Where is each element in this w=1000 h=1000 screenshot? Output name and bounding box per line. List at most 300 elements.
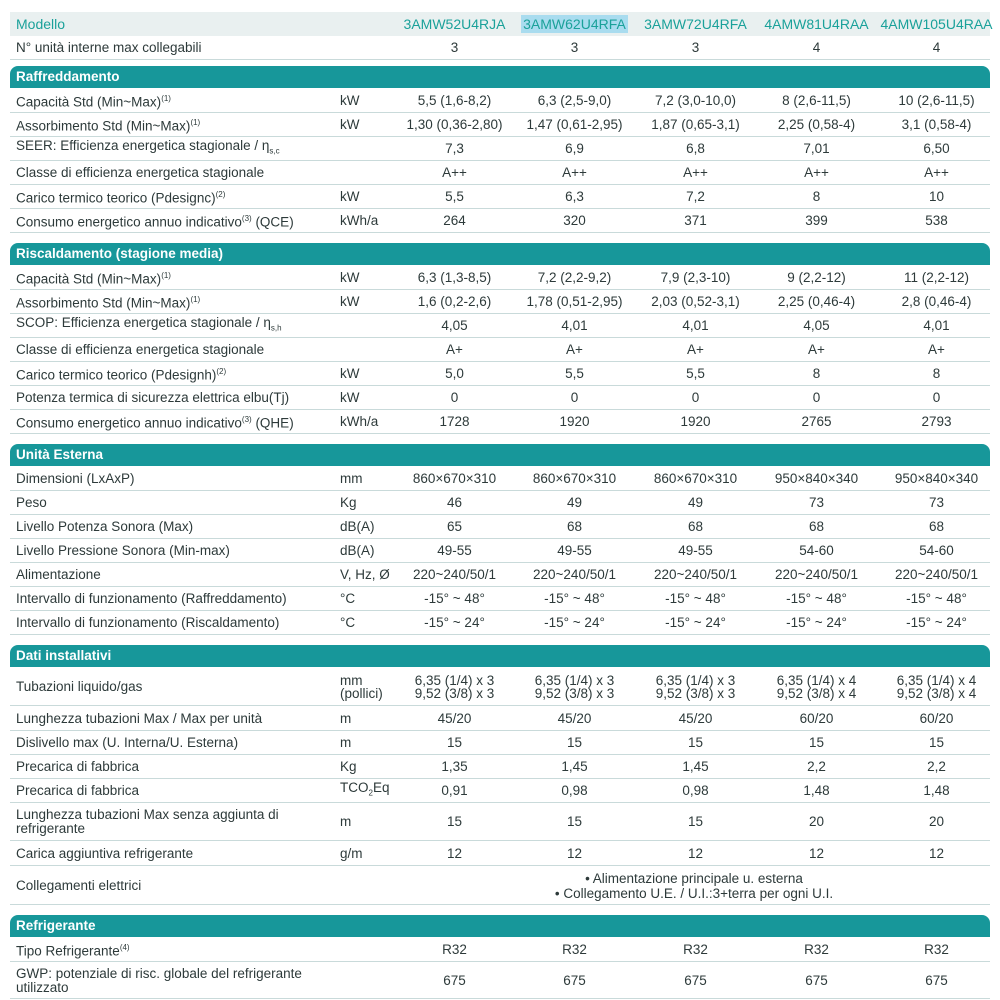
cell-value: 49 bbox=[687, 495, 704, 510]
row-label-text: Classe di efficienza energetica stagionale bbox=[16, 341, 265, 357]
cell-value: 3 bbox=[450, 40, 459, 55]
cell-value: 0 bbox=[812, 390, 821, 405]
selected-model[interactable]: 3AMW62U4RFA bbox=[523, 15, 626, 32]
unit-text: m bbox=[340, 735, 352, 750]
row-label bbox=[16, 520, 346, 534]
row-label-text: Capacità Std (Min~Max) bbox=[16, 271, 162, 287]
unit-text: V, Hz, Ø bbox=[340, 567, 390, 582]
row-label bbox=[16, 847, 346, 861]
cell-value: -15° ~ 24° bbox=[544, 615, 605, 630]
row-label-text: Livello Potenza Sonora (Max) bbox=[16, 518, 194, 534]
unit-text: Kg bbox=[340, 495, 357, 510]
section-title: Refrigerante bbox=[16, 918, 96, 933]
cell-value: 860×670×310 bbox=[532, 471, 617, 486]
unit-text: dB(A) bbox=[340, 543, 375, 558]
section-title: Dati installativi bbox=[16, 648, 112, 663]
table-row bbox=[10, 161, 990, 185]
cell-value: 6,8 bbox=[686, 141, 705, 156]
cell-value: 2,2 bbox=[927, 759, 946, 774]
unit-text: Kg bbox=[340, 759, 357, 774]
unit-text: m bbox=[340, 711, 352, 726]
cell-value: 20 bbox=[928, 814, 945, 829]
unit-text: m bbox=[340, 814, 352, 829]
row-label bbox=[16, 139, 346, 159]
cell-value: 6,9 bbox=[565, 141, 584, 156]
row-label-text: Consumo energetico annuo indicativo bbox=[16, 214, 242, 230]
unit-text: kW bbox=[340, 390, 360, 405]
table-row bbox=[10, 386, 990, 410]
cell-value: 1,45 bbox=[561, 759, 588, 774]
cell-value: 950×840×340 bbox=[774, 471, 859, 486]
cell-value: 7,3 bbox=[445, 141, 464, 156]
row-label-text: Dimensioni (LxAxP) bbox=[16, 470, 135, 486]
row-label bbox=[16, 391, 346, 405]
row-label-text: Carica aggiuntiva refrigerante bbox=[16, 845, 194, 861]
footnote-ref: (3) bbox=[241, 414, 252, 424]
footnote-ref: (1) bbox=[161, 93, 171, 103]
row-label bbox=[16, 496, 346, 510]
cell-value: R32 bbox=[562, 942, 587, 957]
table-row bbox=[10, 290, 990, 314]
model-name: 4AMW105U4RAA bbox=[880, 15, 993, 32]
table-row bbox=[10, 467, 990, 491]
table-row bbox=[10, 89, 990, 113]
row-label-text: SCOP: Efficienza energetica stagionale / η bbox=[16, 314, 271, 330]
cell-value: 65 bbox=[446, 519, 463, 534]
unit-text: °C bbox=[340, 615, 356, 630]
row-label bbox=[16, 616, 346, 630]
cell-value: 4 bbox=[932, 40, 941, 55]
gas-pipe: 9,52 (3/8) x 3 bbox=[414, 685, 495, 701]
cell-value: R32 bbox=[804, 942, 829, 957]
cell-value: A+ bbox=[928, 342, 945, 357]
cell-value: -15° ~ 24° bbox=[424, 615, 485, 630]
electrical-notes bbox=[394, 871, 994, 901]
cell-value: -15° ~ 24° bbox=[665, 615, 726, 630]
cell-value: 264 bbox=[443, 213, 466, 228]
cell-value: 1,6 (0,2-2,6) bbox=[417, 294, 492, 309]
row-label bbox=[16, 544, 346, 558]
row-label bbox=[16, 967, 346, 995]
efficiency-subscript: s,h bbox=[270, 323, 282, 333]
row-label-text: GWP: potenziale di risc. globale del refrigerante utilizzato bbox=[16, 965, 302, 995]
cell-value: 2,25 (0,46-4) bbox=[777, 294, 856, 309]
row-label-text: SEER: Efficienza energetica stagionale / η bbox=[16, 137, 270, 153]
row-label bbox=[16, 472, 346, 486]
model-header-row bbox=[10, 12, 993, 36]
table-row bbox=[10, 707, 990, 731]
cell-value bbox=[514, 674, 635, 700]
cell-value: 45/20 bbox=[437, 711, 472, 726]
cell-value: A+ bbox=[687, 342, 704, 357]
footnote-ref: (2) bbox=[215, 189, 226, 199]
row-label bbox=[16, 116, 346, 134]
model-name: 3AMW52U4RJA bbox=[403, 15, 506, 32]
cell-value: 8 bbox=[812, 366, 821, 381]
table-row bbox=[10, 137, 990, 161]
unit-text: °C bbox=[340, 591, 356, 606]
row-label: Collegamenti elettrici bbox=[16, 877, 142, 893]
cell-value: 1,47 (0,61-2,95) bbox=[526, 117, 623, 132]
cell-value: 46 bbox=[446, 495, 463, 510]
cell-value bbox=[635, 674, 756, 700]
section-title: Riscaldamento (stagione media) bbox=[16, 246, 224, 261]
table-row bbox=[10, 755, 990, 779]
cell-value: 220~240/50/1 bbox=[413, 567, 496, 582]
cell-value: 2765 bbox=[801, 414, 832, 429]
row-label bbox=[16, 760, 346, 774]
cell-value: 7,01 bbox=[803, 141, 830, 156]
cell-value: 2,03 (0,52-3,1) bbox=[651, 294, 740, 309]
row-label-text: Intervallo di funzionamento (Riscaldamento) bbox=[16, 614, 280, 630]
row-label-text: Lunghezza tubazioni Max senza aggiunta di refrigerante bbox=[16, 806, 279, 836]
cell-value bbox=[756, 674, 877, 700]
row-label bbox=[16, 736, 346, 750]
row-label-text: Assorbimento Std (Min~Max) bbox=[16, 295, 191, 311]
cell-value: 220~240/50/1 bbox=[533, 567, 616, 582]
cell-value: 15 bbox=[687, 814, 704, 829]
cell-value: 11 (2,2-12) bbox=[903, 270, 970, 285]
cell-value: 2,25 (0,58-4) bbox=[777, 117, 856, 132]
cell-value: 12 bbox=[808, 846, 825, 861]
unit-line: (pollici) bbox=[340, 685, 383, 701]
cell-value: 9 (2,2-12) bbox=[787, 270, 846, 285]
unit-line: mm bbox=[340, 672, 363, 688]
cell-value: 1,87 (0,65-3,1) bbox=[651, 117, 740, 132]
model-name: 3AMW72U4RFA bbox=[644, 15, 747, 32]
unit-text: kWh/a bbox=[340, 414, 379, 429]
cell-value: 7,2 bbox=[686, 189, 705, 204]
cell-value: 15 bbox=[446, 735, 463, 750]
cell-value: 950×840×340 bbox=[894, 471, 979, 486]
row-label bbox=[16, 941, 346, 959]
electrical-note: • Alimentazione principale u. esterna bbox=[585, 870, 803, 886]
section-title: Unità Esterna bbox=[16, 447, 104, 462]
cell-value: 4,05 bbox=[803, 318, 830, 333]
footnote-ref: (2) bbox=[216, 366, 227, 376]
row-label-text: Lunghezza tubazioni Max / Max per unità bbox=[16, 710, 263, 726]
cell-value: 675 bbox=[443, 973, 466, 988]
cell-value: 1,78 (0,51-2,95) bbox=[526, 294, 623, 309]
row-label-suffix: (QCE) bbox=[251, 214, 294, 230]
section-header bbox=[10, 243, 990, 265]
row-label bbox=[16, 293, 346, 311]
efficiency-subscript: s,c bbox=[269, 146, 280, 156]
cell-value: 4,05 bbox=[441, 318, 468, 333]
cell-value: 5,5 bbox=[686, 366, 705, 381]
cell-value: 675 bbox=[805, 973, 828, 988]
cell-value: 371 bbox=[684, 213, 707, 228]
cell-value: 4 bbox=[812, 40, 821, 55]
model-label: Modello bbox=[16, 16, 66, 32]
cell-value: 15 bbox=[928, 735, 945, 750]
cell-value: 3 bbox=[570, 40, 579, 55]
unit-text: kW bbox=[340, 270, 360, 285]
cell-value: 220~240/50/1 bbox=[895, 567, 978, 582]
table-row bbox=[10, 209, 990, 233]
cell-value: 8 bbox=[812, 189, 821, 204]
cell-value: A+ bbox=[446, 342, 463, 357]
cell-value: -15° ~ 48° bbox=[665, 591, 726, 606]
table-row bbox=[10, 185, 990, 209]
row-label bbox=[16, 188, 346, 206]
footnote-ref: (1) bbox=[190, 117, 201, 127]
cell-value: 45/20 bbox=[678, 711, 713, 726]
cell-value: 220~240/50/1 bbox=[654, 567, 737, 582]
table-row bbox=[10, 491, 990, 515]
row-label-text: Capacità Std (Min~Max) bbox=[16, 94, 162, 110]
cell-value: 73 bbox=[928, 495, 945, 510]
cell-value: 20 bbox=[808, 814, 825, 829]
cell-value: 8 (2,6-11,5) bbox=[782, 93, 851, 108]
cell-value: 15 bbox=[566, 735, 583, 750]
liquid-pipe: 6,35 (1/4) x 3 bbox=[534, 672, 615, 688]
cell-value: 60/20 bbox=[919, 711, 954, 726]
liquid-pipe: 6,35 (1/4) x 3 bbox=[414, 672, 495, 688]
cell-value: 675 bbox=[563, 973, 586, 988]
cell-value: 538 bbox=[925, 213, 948, 228]
cell-value: -15° ~ 24° bbox=[786, 615, 847, 630]
cell-value: 0,91 bbox=[441, 783, 468, 798]
cell-value: 399 bbox=[805, 213, 828, 228]
row-label bbox=[16, 712, 346, 726]
cell-value: 320 bbox=[563, 213, 586, 228]
row-label bbox=[16, 808, 346, 836]
table-row bbox=[10, 338, 990, 362]
cell-value: 49-55 bbox=[557, 543, 592, 558]
table-row bbox=[10, 362, 990, 386]
cell-value: 15 bbox=[808, 735, 825, 750]
unit-text: mm bbox=[340, 471, 363, 486]
gas-pipe: 9,52 (3/8) x 4 bbox=[776, 685, 857, 701]
cell-value: 3,1 (0,58-4) bbox=[901, 117, 972, 132]
row-label: Tubazioni liquido/gas bbox=[16, 678, 143, 694]
row-label-text: Livello Pressione Sonora (Min-max) bbox=[16, 542, 230, 558]
cell-value: 1920 bbox=[680, 414, 711, 429]
cell-value: 68 bbox=[687, 519, 704, 534]
cell-value bbox=[394, 674, 515, 700]
model-name: 4AMW81U4RAA bbox=[764, 15, 869, 32]
unit-text: kW bbox=[340, 366, 360, 381]
unit-text: kW bbox=[340, 93, 360, 108]
cell-value: 1,48 bbox=[803, 783, 830, 798]
cell-value: 7,2 (2,2-9,2) bbox=[537, 270, 612, 285]
cell-value: -15° ~ 24° bbox=[906, 615, 967, 630]
cell-value: 1920 bbox=[559, 414, 590, 429]
table-row bbox=[10, 515, 990, 539]
row-label bbox=[16, 343, 346, 357]
cell-value: 6,3 bbox=[565, 189, 584, 204]
row-label bbox=[16, 784, 346, 798]
cell-value: 5,5 bbox=[565, 366, 584, 381]
row-label bbox=[16, 269, 346, 287]
row-label bbox=[16, 568, 346, 582]
table-row bbox=[10, 731, 990, 755]
table-row bbox=[10, 587, 990, 611]
cell-value: 10 (2,6-11,5) bbox=[898, 93, 975, 108]
row-label-text: Precarica di fabbrica bbox=[16, 758, 140, 774]
cell-value: A++ bbox=[562, 165, 587, 180]
cell-value: 2,2 bbox=[807, 759, 826, 774]
cell-value: 68 bbox=[808, 519, 825, 534]
unit-text: kWh/a bbox=[340, 213, 379, 228]
liquid-pipe: 6,35 (1/4) x 4 bbox=[896, 672, 977, 688]
table-row bbox=[10, 779, 990, 803]
section-header bbox=[10, 645, 990, 667]
section-title: Raffreddamento bbox=[16, 69, 120, 84]
row-label-text: Classe di efficienza energetica stagionale bbox=[16, 164, 265, 180]
row-label-text: Tipo Refrigerante bbox=[16, 943, 120, 959]
row-label-text: Assorbimento Std (Min~Max) bbox=[16, 118, 191, 134]
table-row bbox=[10, 611, 990, 635]
cell-value: 0 bbox=[450, 390, 459, 405]
cell-value: A++ bbox=[442, 165, 467, 180]
section-header bbox=[10, 444, 990, 466]
cell-value: 54-60 bbox=[919, 543, 954, 558]
cell-value: A++ bbox=[804, 165, 829, 180]
cell-value: 5,0 bbox=[445, 366, 464, 381]
cell-value: 0 bbox=[570, 390, 579, 405]
row-label bbox=[16, 166, 346, 180]
cell-value: 1,30 (0,36-2,80) bbox=[406, 117, 503, 132]
cell-value: 5,5 (1,6-8,2) bbox=[417, 93, 492, 108]
row-label bbox=[16, 365, 346, 383]
table-row bbox=[10, 963, 990, 999]
section-header bbox=[10, 915, 990, 937]
cell-value: -15° ~ 48° bbox=[544, 591, 605, 606]
cell-value: 10 bbox=[928, 189, 945, 204]
row-label-text: Intervallo di funzionamento (Raffreddamento) bbox=[16, 590, 287, 606]
cell-value: 7,9 (2,3-10) bbox=[660, 270, 731, 285]
row-label-text: Peso bbox=[16, 494, 47, 510]
unit-text: kW bbox=[340, 294, 360, 309]
gas-pipe: 9,52 (3/8) x 3 bbox=[534, 685, 615, 701]
cell-value: 49 bbox=[566, 495, 583, 510]
unit-subscript: 2 bbox=[368, 788, 373, 798]
cell-value: 860×670×310 bbox=[653, 471, 738, 486]
liquid-pipe: 6,35 (1/4) x 3 bbox=[655, 672, 736, 688]
footnote-ref: (3) bbox=[241, 213, 252, 223]
cell-value: 12 bbox=[566, 846, 583, 861]
liquid-pipe: 6,35 (1/4) x 4 bbox=[776, 672, 857, 688]
section-header bbox=[10, 66, 990, 88]
cell-value: 54-60 bbox=[799, 543, 834, 558]
cell-value: 73 bbox=[808, 495, 825, 510]
cell-value: -15° ~ 48° bbox=[906, 591, 967, 606]
cell-value: R32 bbox=[442, 942, 467, 957]
cell-value: 5,5 bbox=[445, 189, 464, 204]
unit-text: TCO bbox=[340, 780, 369, 796]
cell-value: -15° ~ 48° bbox=[424, 591, 485, 606]
cell-value: 15 bbox=[687, 735, 704, 750]
cell-value: -15° ~ 48° bbox=[786, 591, 847, 606]
cell-value: R32 bbox=[683, 942, 708, 957]
cell-value: A+ bbox=[566, 342, 583, 357]
cell-value: 1,35 bbox=[441, 759, 468, 774]
cell-value: 3 bbox=[691, 40, 700, 55]
gas-pipe: 9,52 (3/8) x 4 bbox=[896, 685, 977, 701]
table-row bbox=[10, 842, 990, 866]
cell-value: 6,3 (2,5-9,0) bbox=[537, 93, 612, 108]
cell-value: 68 bbox=[928, 519, 945, 534]
footnote-ref: (1) bbox=[190, 294, 201, 304]
cell-value: 7,2 (3,0-10,0) bbox=[654, 93, 737, 108]
cell-value: 2793 bbox=[921, 414, 952, 429]
cell-value: 8 bbox=[932, 366, 941, 381]
cell-value: 45/20 bbox=[557, 711, 592, 726]
electrical-note: • Collegamento U.E. / U.I.:3+terra per ogni U.I. bbox=[554, 885, 834, 901]
cell-value: 1,45 bbox=[682, 759, 709, 774]
cell-value: R32 bbox=[924, 942, 949, 957]
unit-text: dB(A) bbox=[340, 519, 375, 534]
cell-value: 15 bbox=[446, 814, 463, 829]
table-row bbox=[10, 539, 990, 563]
table-row bbox=[10, 113, 990, 137]
row-label bbox=[16, 316, 346, 336]
cell-value: 220~240/50/1 bbox=[775, 567, 858, 582]
row-label bbox=[16, 592, 346, 606]
cell-value: 6,50 bbox=[923, 141, 950, 156]
unit-text: g/m bbox=[340, 846, 363, 861]
row-label-text: Precarica di fabbrica bbox=[16, 782, 140, 798]
cell-value: 49-55 bbox=[437, 543, 472, 558]
cell-value: 675 bbox=[684, 973, 707, 988]
model-name-highlighted bbox=[514, 15, 635, 32]
cell-value: 60/20 bbox=[799, 711, 834, 726]
pipes-row bbox=[10, 668, 990, 706]
cell-value: 49-55 bbox=[678, 543, 713, 558]
row-label: N° unità interne max collegabili bbox=[16, 39, 202, 55]
cell-value: 0 bbox=[691, 390, 700, 405]
row-label-text: Carico termico teorico (Pdesignc) bbox=[16, 190, 216, 206]
gas-pipe: 9,52 (3/8) x 3 bbox=[655, 685, 736, 701]
row-label-text: Alimentazione bbox=[16, 566, 101, 582]
cell-value: 12 bbox=[446, 846, 463, 861]
electrical-row bbox=[10, 867, 990, 905]
unit-text: kW bbox=[340, 117, 360, 132]
footnote-ref: (4) bbox=[119, 942, 130, 952]
unit-suffix: Eq bbox=[372, 780, 390, 796]
cell-value: 675 bbox=[925, 973, 948, 988]
cell-value: 0,98 bbox=[682, 783, 709, 798]
row-label-text: Potenza termica di sicurezza elettrica elbu(Tj) bbox=[16, 389, 290, 405]
table-row bbox=[10, 938, 990, 962]
cell-value: 15 bbox=[566, 814, 583, 829]
cell-value: 860×670×310 bbox=[412, 471, 497, 486]
cell-value: 68 bbox=[566, 519, 583, 534]
table-row bbox=[10, 803, 990, 841]
unit-text: kW bbox=[340, 189, 360, 204]
row-label bbox=[16, 212, 346, 230]
row-label-text: Carico termico teorico (Pdesignh) bbox=[16, 367, 217, 383]
row-label bbox=[16, 413, 346, 431]
cell-value: 2,8 (0,46-4) bbox=[901, 294, 972, 309]
cell-value: A+ bbox=[808, 342, 825, 357]
cell-value: A++ bbox=[924, 165, 949, 180]
table-row bbox=[10, 314, 990, 338]
table-row bbox=[10, 563, 990, 587]
max-units-row bbox=[10, 36, 990, 60]
cell-value: 12 bbox=[687, 846, 704, 861]
footnote-ref: (1) bbox=[161, 270, 171, 280]
cell-value: A++ bbox=[683, 165, 708, 180]
row-label bbox=[16, 92, 346, 110]
cell-value: 6,3 (1,3-8,5) bbox=[417, 270, 492, 285]
cell-value: 0,98 bbox=[561, 783, 588, 798]
row-label-text: Consumo energetico annuo indicativo bbox=[16, 415, 242, 431]
cell-value: 4,01 bbox=[923, 318, 950, 333]
cell-value: 0 bbox=[932, 390, 941, 405]
